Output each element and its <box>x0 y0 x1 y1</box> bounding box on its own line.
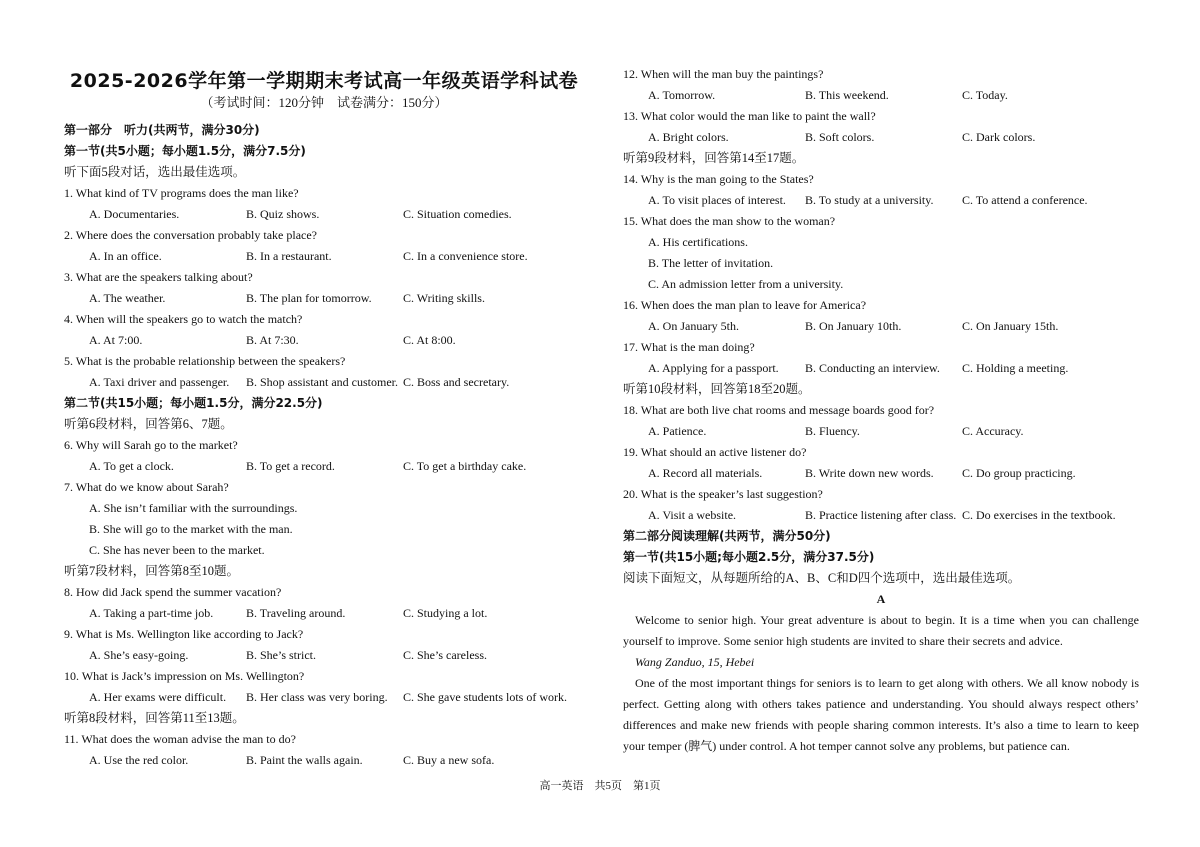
question-13 <box>623 106 1139 148</box>
option-a: A. She’s easy-going. <box>89 648 189 662</box>
part2-heading: 第二部分阅读理解(共两节，满分50分) <box>623 529 831 543</box>
question-options <box>64 204 584 225</box>
question-8 <box>64 582 584 624</box>
option-c: C. In a convenience store. <box>403 249 528 263</box>
option-c: C. To get a birthday cake. <box>403 459 527 473</box>
option-b: B. On January 10th. <box>805 319 902 333</box>
option-b: B. Conducting an interview. <box>805 361 940 375</box>
option-b: B. Quiz shows. <box>246 207 320 221</box>
option-c: C. Situation comedies. <box>403 207 512 221</box>
section1-instruction: 听下面5段对话，选出最佳选项。 <box>64 165 246 179</box>
question-6 <box>64 435 584 477</box>
option-c: C. An admission letter from a university. <box>648 277 844 291</box>
question-stem: 7. What do we know about Sarah? <box>64 480 229 494</box>
question-stem: 10. What is Jack’s impression on Ms. Wellington? <box>64 669 305 683</box>
question-16 <box>623 295 1139 337</box>
question-15 <box>623 211 1139 295</box>
question-options <box>64 645 584 666</box>
option-b: B. Fluency. <box>805 424 860 438</box>
material7-instruction: 听第7段材料，回答第8至10题。 <box>64 564 240 578</box>
option-a: A. Taking a part-time job. <box>89 606 214 620</box>
option-c: C. Dark colors. <box>962 130 1036 144</box>
question-stem: 2. Where does the conversation probably take place? <box>64 228 318 242</box>
option-a: A. Patience. <box>648 424 707 438</box>
option-a: A. Tomorrow. <box>648 88 716 102</box>
question-options <box>64 456 584 477</box>
question-options <box>623 358 1139 379</box>
question-3 <box>64 267 584 309</box>
option-c: C. She gave students lots of work. <box>403 690 567 704</box>
question-18 <box>623 400 1139 442</box>
question-11 <box>64 729 584 771</box>
option-a: A. Applying for a passport. <box>648 361 779 375</box>
option-b: B. To get a record. <box>246 459 335 473</box>
question-5 <box>64 351 584 393</box>
option-c: C. Writing skills. <box>403 291 485 305</box>
option-c: C. Buy a new sofa. <box>403 753 495 767</box>
option-c: C. Boss and secretary. <box>403 375 510 389</box>
option-a: A. Use the red color. <box>89 753 189 767</box>
question-17 <box>623 337 1139 379</box>
option-a: A. Visit a website. <box>648 508 737 522</box>
option-a: A. She isn’t familiar with the surroundings. <box>89 501 298 515</box>
material10-instruction: 听第10段材料，回答第18至20题。 <box>623 382 811 396</box>
question-14 <box>623 169 1139 211</box>
option-b: B. At 7:30. <box>246 333 299 347</box>
question-stem: 13. What color would the man like to paint the wall? <box>623 109 876 123</box>
question-stem: 9. What is Ms. Wellington like according to Jack? <box>64 627 304 641</box>
part1-heading: 第一部分 听力(共两节，满分30分) <box>64 123 260 137</box>
question-stem: 17. What is the man doing? <box>623 340 755 354</box>
question-stem: 16. When does the man plan to leave for America? <box>623 298 867 312</box>
option-c: C. Holding a meeting. <box>962 361 1069 375</box>
option-c: C. Studying a lot. <box>403 606 488 620</box>
option-a: A. To visit places of interest. <box>648 193 786 207</box>
option-b: B. The plan for tomorrow. <box>246 291 372 305</box>
option-a: A. Her exams were difficult. <box>89 690 227 704</box>
option-a: A. The weather. <box>89 291 166 305</box>
section2-heading: 第二节(共15小题；每小题1.5分，满分22.5分) <box>64 396 323 410</box>
question-stem: 6. Why will Sarah go to the market? <box>64 438 238 452</box>
option-b: B. Shop assistant and customer. <box>246 375 398 389</box>
left-column <box>64 64 584 771</box>
option-c: C. She has never been to the market. <box>89 543 265 557</box>
question-1 <box>64 183 584 225</box>
question-options <box>623 190 1139 211</box>
page-footer: 高一英语 共5页 第1页 <box>539 780 661 792</box>
option-b: B. The letter of invitation. <box>648 256 774 270</box>
question-options <box>64 372 584 393</box>
option-c: C. Accuracy. <box>962 424 1024 438</box>
option-a: A. To get a clock. <box>89 459 174 473</box>
question-options <box>64 288 584 309</box>
question-options <box>64 246 584 267</box>
question-options <box>64 603 584 624</box>
section1-heading: 第一节(共5小题；每小题1.5分，满分7.5分) <box>64 144 306 158</box>
option-a: A. Documentaries. <box>89 207 180 221</box>
option-a: A. In an office. <box>89 249 162 263</box>
material6-instruction: 听第6段材料，回答第6、7题。 <box>64 417 233 431</box>
question-2 <box>64 225 584 267</box>
material8-instruction: 听第8段材料，回答第11至13题。 <box>64 711 245 725</box>
option-b: B. Traveling around. <box>246 606 346 620</box>
question-20 <box>623 484 1139 526</box>
question-4 <box>64 309 584 351</box>
exam-title: 2025-2026学年第一学期期末考试高一年级英语学科试卷 <box>69 70 579 92</box>
question-options <box>64 687 584 708</box>
question-stem: 4. When will the speakers go to watch the match? <box>64 312 303 326</box>
question-7 <box>64 477 584 561</box>
question-stem: 11. What does the woman advise the man to do? <box>64 732 296 746</box>
option-c: C. Today. <box>962 88 1008 102</box>
option-b: B. In a restaurant. <box>246 249 332 263</box>
question-stem: 8. How did Jack spend the summer vacation? <box>64 585 282 599</box>
question-10 <box>64 666 584 708</box>
passage-paragraph-2: One of the most important things for seniors is to learn to get along with others. We all know nobody is perfect. Getting along with others takes patience and understanding. You should always respect others’ differences and make new friends with people sharing common interests. It’s also a time to learn to keep your temper (脾气) under control. A hot temper cannot solve any problems, but patience can. <box>623 676 1139 753</box>
passage-paragraph-1: Welcome to senior high. Your great adventure is about to begin. It is a time when you can challenge yourself to improve. Some senior high students are invited to share their secrets and advice. <box>623 613 1139 648</box>
option-a: A. Taxi driver and passenger. <box>89 375 230 389</box>
question-options <box>623 316 1139 337</box>
question-stem: 1. What kind of TV programs does the man like? <box>64 186 299 200</box>
question-stem: 18. What are both live chat rooms and message boards good for? <box>623 403 935 417</box>
option-a: A. Record all materials. <box>648 466 763 480</box>
option-c: C. Do exercises in the textbook. <box>962 508 1116 522</box>
option-a: A. On January 5th. <box>648 319 739 333</box>
question-options <box>623 85 1139 106</box>
passage-letter: A <box>876 592 886 606</box>
material9-instruction: 听第9段材料，回答第14至17题。 <box>623 151 805 165</box>
right-column <box>623 64 1139 757</box>
option-c: C. At 8:00. <box>403 333 456 347</box>
part2-instruction: 阅读下面短文，从每题所给的A、B、C和D四个选项中，选出最佳选项。 <box>623 571 1021 585</box>
question-stem: 12. When will the man buy the paintings? <box>623 67 824 81</box>
question-options <box>623 505 1139 526</box>
option-c: C. She’s careless. <box>403 648 487 662</box>
question-options <box>64 750 584 771</box>
question-stem: 19. What should an active listener do? <box>623 445 807 459</box>
option-b: B. She will go to the market with the man. <box>89 522 293 536</box>
question-9 <box>64 624 584 666</box>
option-a: A. At 7:00. <box>89 333 143 347</box>
option-b: B. Soft colors. <box>805 130 875 144</box>
option-b: B. Paint the walls again. <box>246 753 363 767</box>
passage-author: Wang Zanduo, 15, Hebei <box>635 655 755 669</box>
exam-subtitle: （考试时间：120分钟 试卷满分：150分） <box>200 95 448 110</box>
option-b: B. Practice listening after class. <box>805 508 957 522</box>
option-b: B. She’s strict. <box>246 648 317 662</box>
question-stem: 3. What are the speakers talking about? <box>64 270 253 284</box>
question-stem: 5. What is the probable relationship between the speakers? <box>64 354 346 368</box>
part2-section1-heading: 第一节(共15小题;每小题2.5分，满分37.5分) <box>623 550 875 564</box>
option-c: C. To attend a conference. <box>962 193 1088 207</box>
question-12 <box>623 64 1139 106</box>
option-c: C. On January 15th. <box>962 319 1059 333</box>
question-options <box>623 463 1139 484</box>
option-c: C. Do group practicing. <box>962 466 1076 480</box>
question-options <box>64 330 584 351</box>
question-stem: 15. What does the man show to the woman? <box>623 214 836 228</box>
question-options <box>623 421 1139 442</box>
question-19 <box>623 442 1139 484</box>
option-b: B. Her class was very boring. <box>246 690 388 704</box>
option-b: B. Write down new words. <box>805 466 934 480</box>
question-stem: 14. Why is the man going to the States? <box>623 172 814 186</box>
option-a: A. His certifications. <box>648 235 748 249</box>
option-b: B. This weekend. <box>805 88 889 102</box>
question-stem: 20. What is the speaker’s last suggestion? <box>623 487 823 501</box>
option-b: B. To study at a university. <box>805 193 934 207</box>
option-a: A. Bright colors. <box>648 130 729 144</box>
question-options <box>623 127 1139 148</box>
